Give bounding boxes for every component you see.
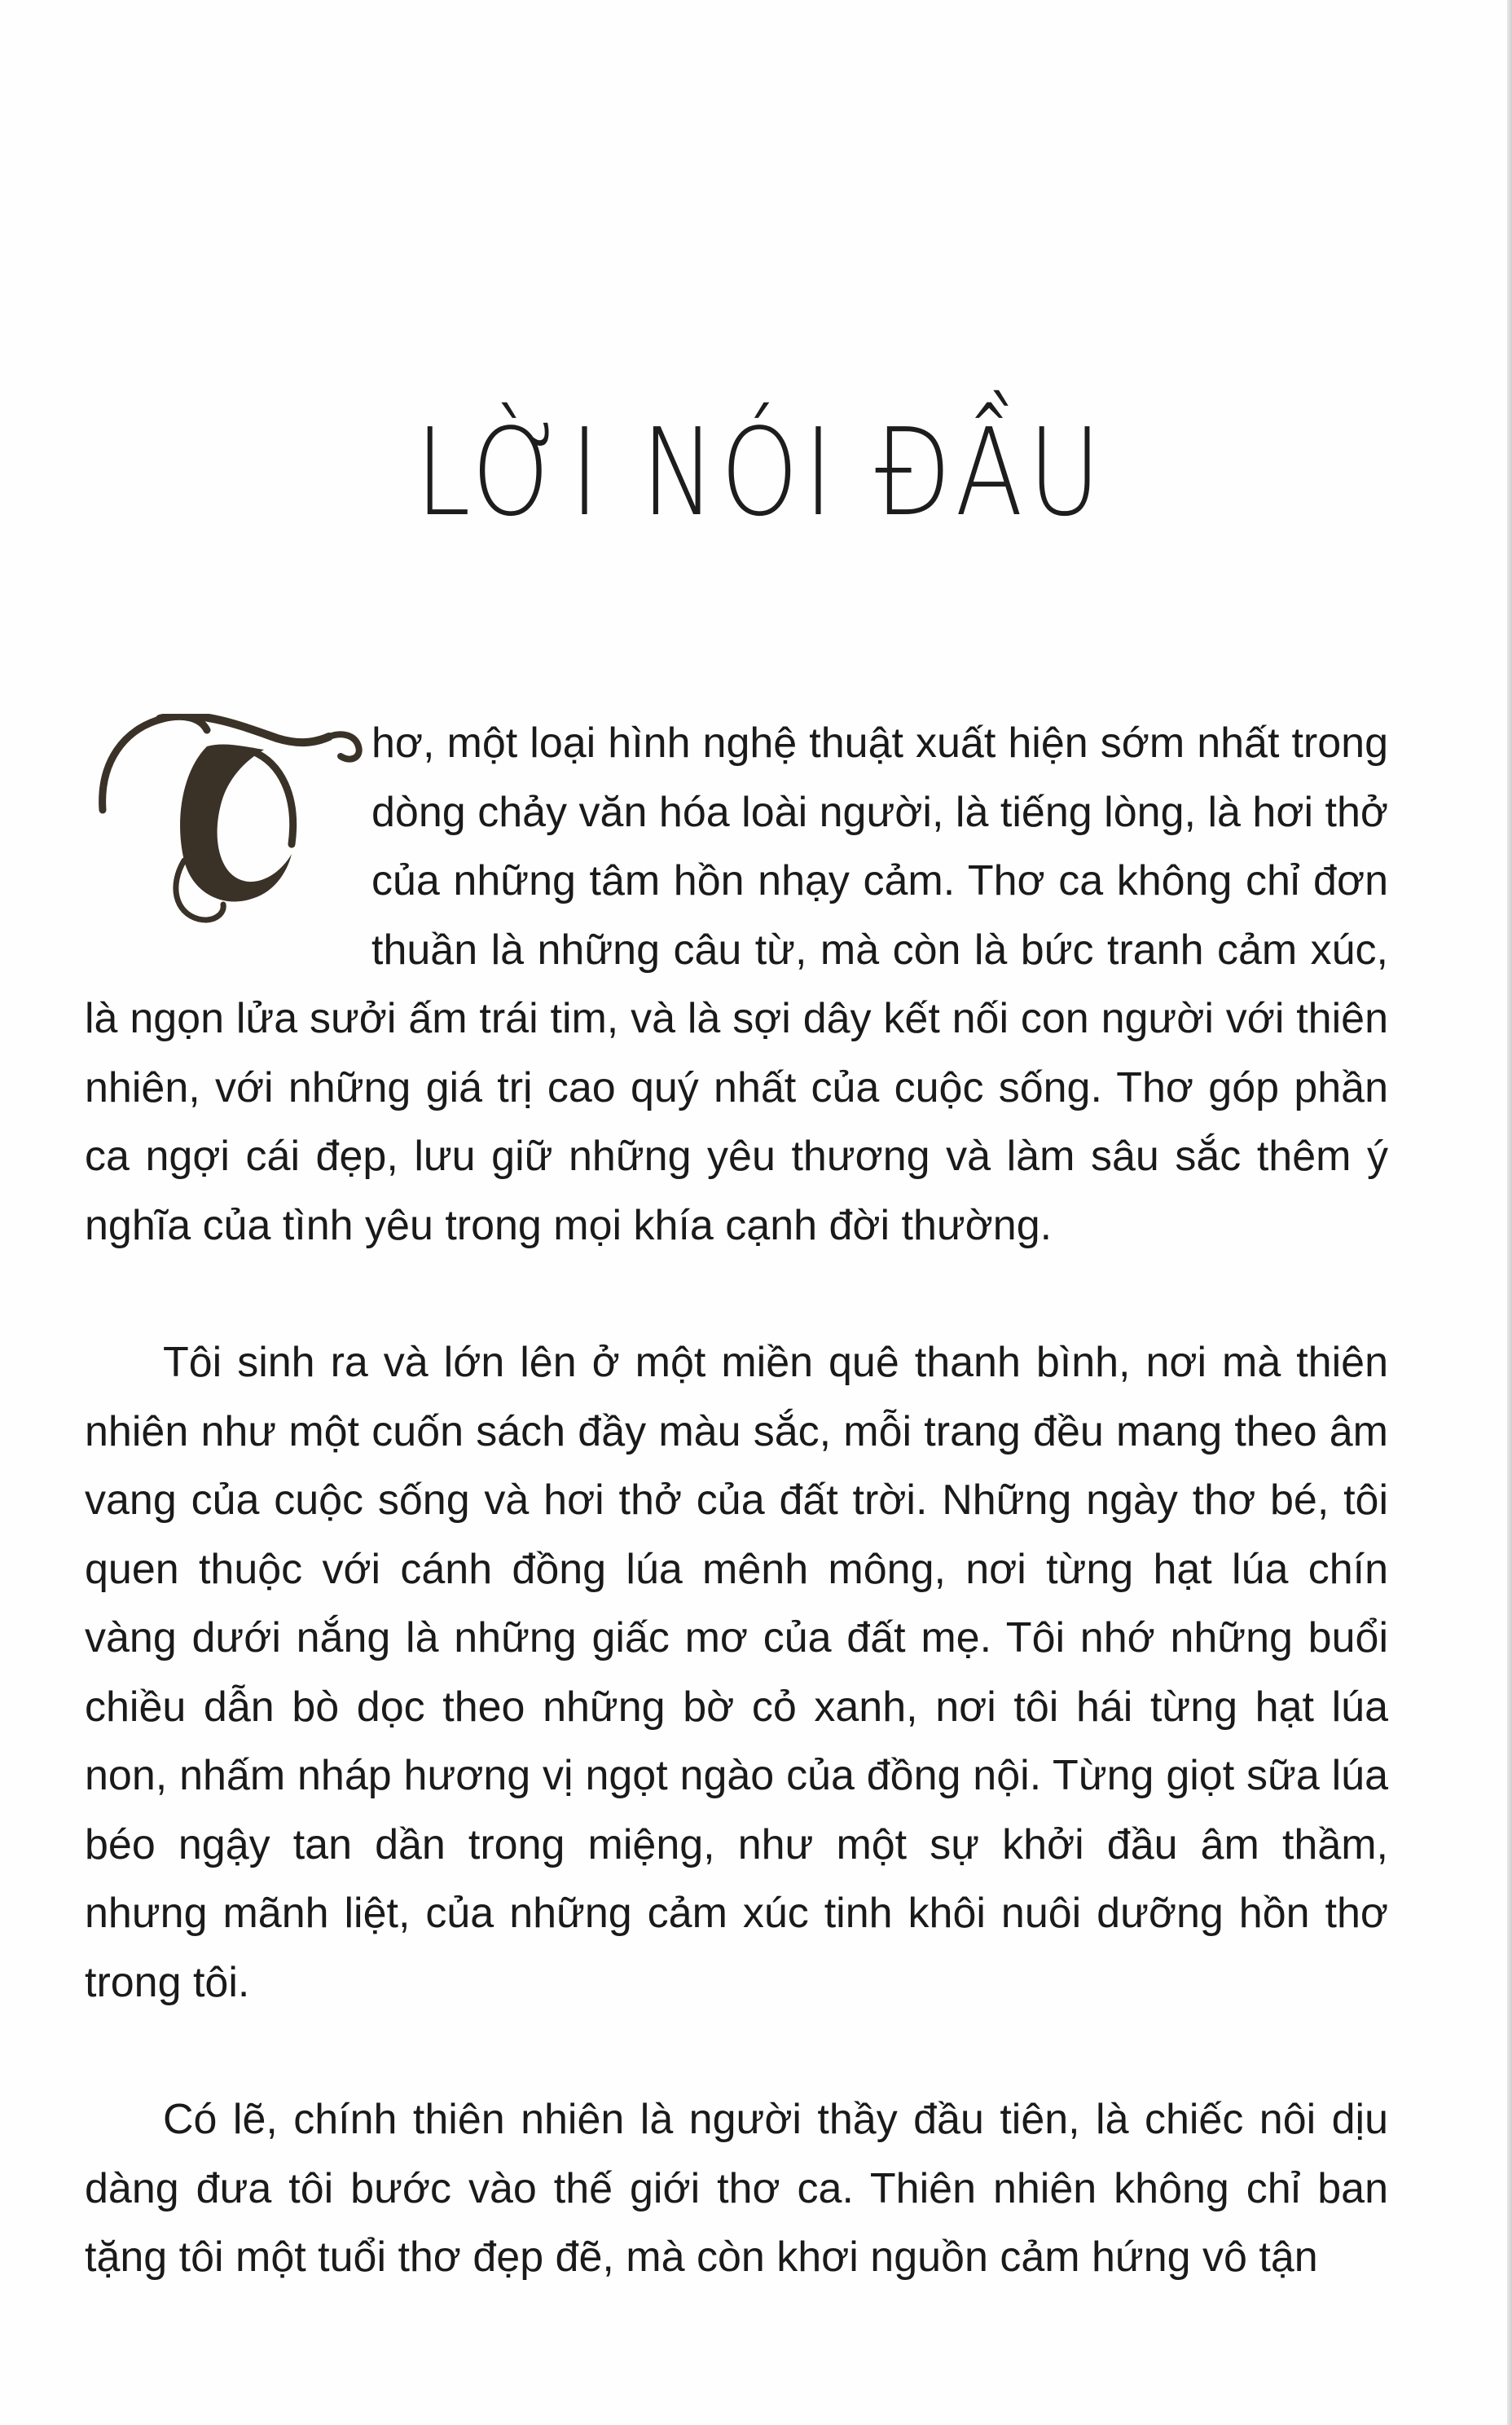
paragraph-3: Có lẽ, chính thiên nhiên là người thầy đầu tiên, là chiếc nôi dịu dàng đưa tôi bước vào thế giới thơ ca. Thiên nhiên không chỉ ban tặng tôi một tuổi thơ đẹp đẽ, mà còn khơi nguồn cảm hứng vô tận — [85, 2096, 1388, 2281]
page-edge-shadow — [1507, 0, 1512, 2425]
chapter-title: LỜI NÓI ĐẦU — [415, 403, 1106, 543]
paragraph-1-text: hơ, một loại hình nghệ thuật xuất hiện sớm nhất trong dòng chảy văn hóa loài người, là tiếng lòng, là hơi thở của những tâm hồn nhạy cảm. Thơ ca không chỉ đơn thuần là những câu từ, mà còn là bức tranh cảm xúc, là ngọn lửa sưởi ấm trái tim, và là sợi dây kết nối con người với thiên nhiên, với những giá trị cao quý nhất của cuộc sống. Thơ góp phần ca ngợi cái đẹp, lưu giữ những yêu thương và làm sâu sắc thêm ý nghĩa của tình yêu trong mọi khía cạnh đời thường. — [85, 720, 1388, 1249]
paragraph-1 — [85, 709, 1388, 1260]
paragraph-2: Tôi sinh ra và lớn lên ở một miền quê thanh bình, nơi mà thiên nhiên như một cuốn sách đầy màu sắc, mỗi trang đều mang theo âm vang của cuộc sống và hơi thở của đất trời. Những ngày thơ bé, tôi quen thuộc với cánh đồng lúa mênh mông, nơi từng hạt lúa chín vàng dưới nắng là những giấc mơ của đất mẹ. Tôi nhớ những buổi chiều dẫn bò dọc theo những bờ cỏ xanh, nơi tôi hái từng hạt lúa non, nhấm nháp hương vị ngọt ngào của đồng nội. Từng giọt sữa lúa béo ngậy tan dần trong miệng, như một sự khởi đầu âm thầm, nhưng mãnh liệt, của những cảm xúc tinh khôi nuôi dưỡng hồn thơ trong tôi. — [85, 1339, 1388, 2006]
body-text — [85, 709, 1388, 2292]
dropcap-letter-icon — [85, 714, 371, 924]
dropcap-ornament — [85, 714, 371, 924]
